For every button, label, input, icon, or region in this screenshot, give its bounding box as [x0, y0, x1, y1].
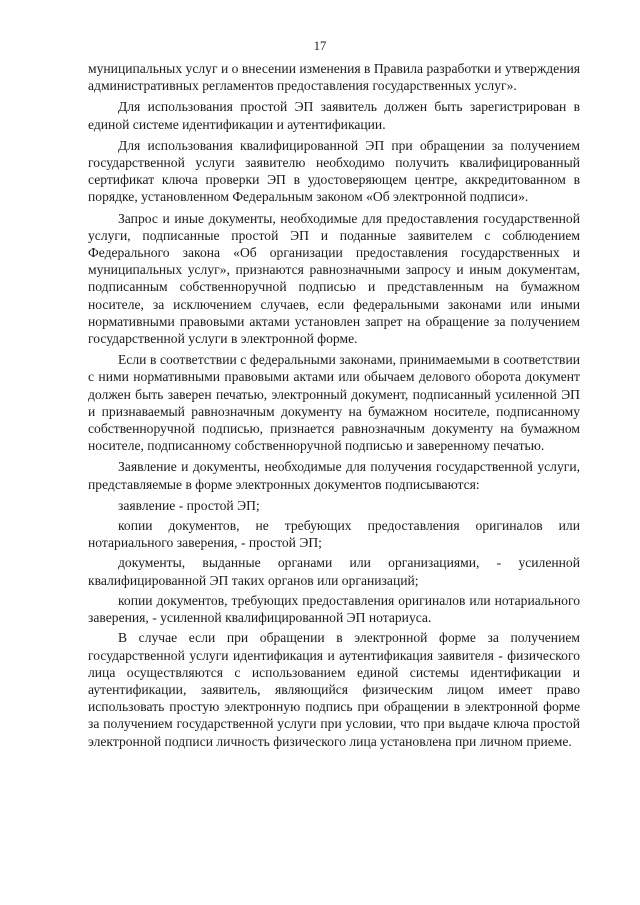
list-item-copies-no-originals: копии документов, не требующих предоставления оригиналов или нотариального заверения, - простой ЭП; [88, 518, 580, 551]
list-item-issued-documents: документы, выданные органами или организациями, - усиленной квалифицированной ЭП таких органов или организаций; [88, 555, 580, 588]
page-number: 17 [313, 39, 327, 53]
list-item-application: заявление - простой ЭП; [118, 497, 260, 513]
list-item-copies-notary: копии документов, требующих предоставления оригиналов или нотариального заверения, - усиленной квалифицированной ЭП нотариуса. [88, 592, 580, 626]
paragraph-simple-signature: Для использования простой ЭП заявитель должен быть зарегистрирован в единой системе идентификации и аутентификации. [88, 99, 580, 132]
paragraph-request-equivalence: Запрос и иные документы, необходимые для предоставления государственной услуги, подписанные простой ЭП и поданные заявителем с соблюдением Федерального закона «Об организации предоставления государственных и муниципальных услуг», признаются равнозначными запросу и иным документам, подписанным собственноручной подписью и представленным на бумажном носителе, за исключением случаев, если федеральными законами или иными нормативными правовыми актами установлен запрет на обращение за получением государственной услуги в электронной форме. [88, 210, 580, 347]
paragraph-signing-rules: Заявление и документы, необходимые для получения государственной услуги, представляемые в форме электронных документов подписываются: [88, 459, 580, 492]
paragraph-seal-equivalence: Если в соответствии с федеральными законами, принимаемыми в соответствии с ними нормативными правовыми актами или обычаем делового оборота документ должен быть заверен печатью, электронный документ, подписанный усиленной ЭП и признаваемый равнозначным документу на бумажном носителе, подписанному собственноручной подписью, признается равнозначным документу на бумажном носителе, подписанному собственноручной подписью и заверенному печатью. [88, 352, 580, 454]
paragraph-identification: В случае если при обращении в электронной форме за получением государственной услуги идентификация и аутентификация заявителя - физического лица осуществляются с использованием единой системы идентификации и аутентификации, заявитель, являющийся физическим лицом имеет право использовать простую электронную подпись при обращении в электронной форме за получением государственной услуги при условии, что при выдаче ключа простой электронной подписи личность физического лица установлена при личном приеме. [88, 630, 580, 749]
paragraph-continuation: муниципальных услуг и о внесении изменения в Правила разработки и утверждения административных регламентов предоставления государственных услуг». [88, 61, 580, 94]
paragraph-qualified-signature: Для использования квалифицированной ЭП при обращении за получением государственной услуги заявителю необходимо получить квалифицированный сертификат ключа проверки ЭП в удостоверяющем центре, аккредитованном в порядке, установленном Федеральным законом «Об электронной подписи». [88, 137, 580, 205]
document-body [88, 60, 580, 754]
